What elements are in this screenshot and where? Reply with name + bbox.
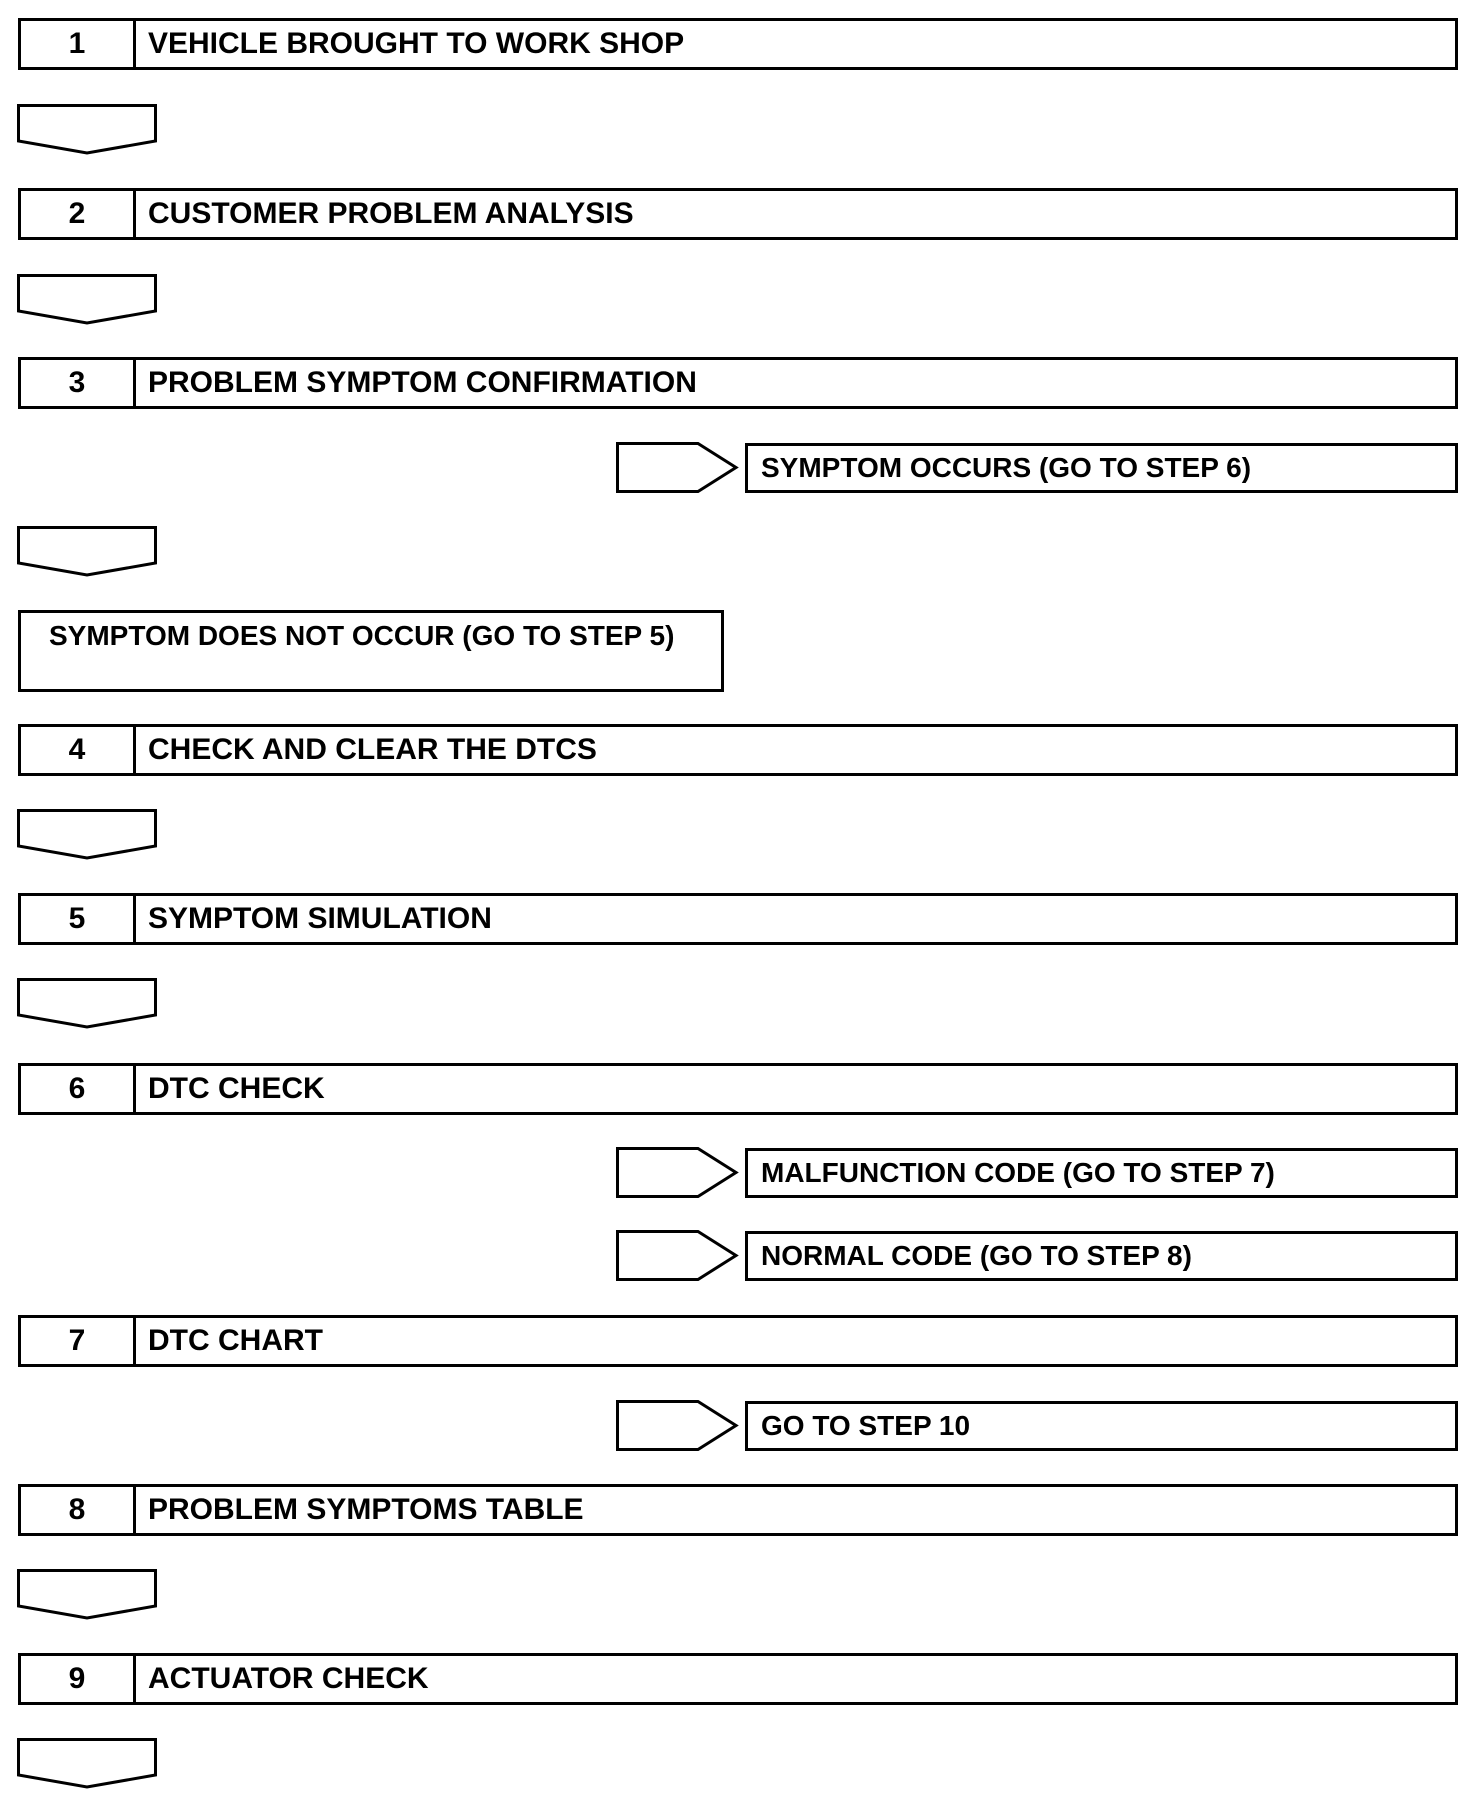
symptom-occurs-box: SYMPTOM OCCURS (GO TO STEP 6) xyxy=(745,443,1458,493)
malfunction-code-box: MALFUNCTION CODE (GO TO STEP 7) xyxy=(745,1148,1458,1198)
step-number: 7 xyxy=(21,1318,136,1364)
step-6-box xyxy=(18,1063,1458,1115)
down-arrow-icon xyxy=(17,1569,157,1621)
down-arrow-icon xyxy=(17,809,157,861)
step-number: 1 xyxy=(21,21,136,67)
down-arrow-icon xyxy=(17,104,157,156)
step-label: CUSTOMER PROBLEM ANALYSIS xyxy=(148,197,634,230)
go-to-step-10-box: GO TO STEP 10 xyxy=(745,1401,1458,1451)
right-arrow-icon xyxy=(616,1230,740,1282)
step-label: DTC CHECK xyxy=(148,1072,325,1105)
step-number: 2 xyxy=(21,191,136,237)
step-3-box xyxy=(18,357,1458,409)
right-arrow-icon xyxy=(616,1400,740,1452)
step-number: 4 xyxy=(21,727,136,773)
step-7-box xyxy=(18,1315,1458,1367)
symptom-does-not-occur-box: SYMPTOM DOES NOT OCCUR (GO TO STEP 5) xyxy=(18,610,724,692)
step-1-box xyxy=(18,18,1458,70)
down-arrow-icon xyxy=(17,1738,157,1790)
step-label: PROBLEM SYMPTOM CONFIRMATION xyxy=(148,366,697,399)
step-label: VEHICLE BROUGHT TO WORK SHOP xyxy=(148,27,685,60)
step-4-box xyxy=(18,724,1458,776)
step-8-box xyxy=(18,1484,1458,1536)
step-9-box xyxy=(18,1653,1458,1705)
step-2-box xyxy=(18,188,1458,240)
step-number: 3 xyxy=(21,360,136,406)
step-number: 6 xyxy=(21,1066,136,1112)
step-label: ACTUATOR CHECK xyxy=(148,1662,429,1695)
step-label: PROBLEM SYMPTOMS TABLE xyxy=(148,1493,584,1526)
step-label: DTC CHART xyxy=(148,1324,323,1357)
right-arrow-icon xyxy=(616,1147,740,1199)
step-5-box xyxy=(18,893,1458,945)
down-arrow-icon xyxy=(17,274,157,326)
right-arrow-icon xyxy=(616,442,740,494)
step-number: 9 xyxy=(21,1656,136,1702)
step-number: 8 xyxy=(21,1487,136,1533)
step-label: SYMPTOM SIMULATION xyxy=(148,902,492,935)
step-label: CHECK AND CLEAR THE DTCS xyxy=(148,733,597,766)
normal-code-box: NORMAL CODE (GO TO STEP 8) xyxy=(745,1231,1458,1281)
down-arrow-icon xyxy=(17,526,157,578)
down-arrow-icon xyxy=(17,978,157,1030)
step-number: 5 xyxy=(21,896,136,942)
